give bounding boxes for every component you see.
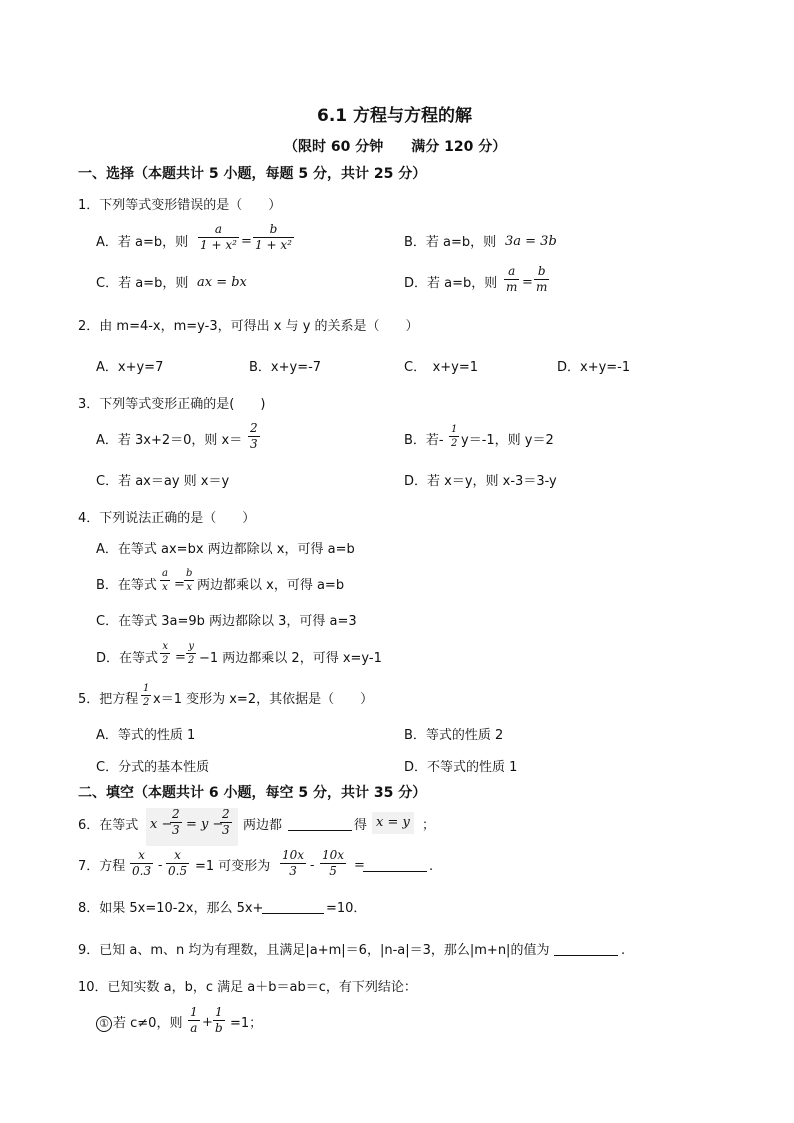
denominator: 2 <box>143 697 150 708</box>
q4-option-d-fraction-left <box>160 641 170 666</box>
denominator: 3 <box>172 823 180 837</box>
q4-option-d-fraction-right <box>186 641 196 666</box>
fraction-bar <box>186 653 196 654</box>
q1-option-a-fraction-right <box>253 223 294 252</box>
q1-option-d-equals: = <box>522 275 533 290</box>
question-6-stem-start: 6．在等式 <box>78 818 139 833</box>
q4-option-b-label: B．在等式 <box>96 578 157 593</box>
denominator: 1 + x² <box>255 238 292 252</box>
question-7-stem-start: 7．方程 <box>78 859 126 874</box>
denominator: x <box>186 582 193 593</box>
q4-option-c: C．在等式 3a=9b 两边都除以 3，可得 a=3 <box>96 614 357 629</box>
numerator: x <box>162 641 168 652</box>
q10-fraction-2 <box>213 1006 225 1035</box>
q1-option-b-math: 3a = 3b <box>505 234 557 249</box>
denominator: m <box>506 280 518 294</box>
q3-option-c: C．若 ax＝ay 则 x＝y <box>96 474 230 489</box>
question-8-stem: 8．如果 5x=10-2x，那么 5x+ <box>78 901 264 916</box>
fraction-bar <box>141 695 151 696</box>
q10-fraction-1 <box>188 1006 200 1035</box>
q1-option-a-equals: = <box>241 234 252 249</box>
denominator: 3 <box>222 823 230 837</box>
q7-fraction-3 <box>280 849 306 878</box>
section-heading-fill-blank: 二、填空（本题共计 6 小题，每空 5 分，共计 35 分） <box>78 785 427 801</box>
denominator: a <box>190 1021 198 1035</box>
q5-option-c: C．分式的基本性质 <box>96 760 210 775</box>
denominator: x <box>162 582 168 593</box>
q4-option-b-rest: 两边都乘以 x，可得 a=b <box>197 578 345 593</box>
q6-answer-blank[interactable] <box>288 818 352 831</box>
q4-option-b-fraction-left <box>160 568 170 593</box>
numerator: 10x <box>322 848 345 862</box>
numerator: x <box>174 848 181 862</box>
q6-fraction-right <box>220 808 232 837</box>
numerator: b <box>269 222 278 236</box>
denominator: b <box>215 1021 223 1035</box>
q1-option-d-fraction-left <box>504 265 519 294</box>
denominator: 0.5 <box>168 864 188 878</box>
q5-option-b: B．等式的性质 2 <box>404 728 504 743</box>
numerator: 1 <box>143 683 150 694</box>
q2-option-a: A．x+y=7 <box>96 360 164 375</box>
q6-result-math: x = y <box>376 815 410 830</box>
numerator: a <box>214 222 223 236</box>
page-title: 6.1 方程与方程的解 <box>317 106 473 126</box>
fraction-bar <box>184 580 194 581</box>
q7-fraction-2 <box>166 849 189 878</box>
fraction-bar <box>449 436 459 437</box>
q3-option-a-fraction <box>248 422 260 451</box>
numerator: b <box>537 264 546 278</box>
q8-answer-blank[interactable] <box>262 901 324 914</box>
q10-plus: + <box>202 1015 213 1030</box>
q9-answer-blank[interactable] <box>554 943 618 956</box>
numerator: a <box>162 568 168 579</box>
q6-equals-y-minus: = y − <box>186 817 224 832</box>
q2-option-b: B．x+y=-7 <box>249 360 322 375</box>
q4-option-d-equals: = <box>175 650 186 665</box>
numerator: a <box>508 264 516 278</box>
numerator: 2 <box>172 807 180 821</box>
q10-conclusion-1 <box>96 1016 182 1032</box>
question-6-get: 得 <box>354 818 368 833</box>
q3-option-d: D．若 x＝y，则 x-3＝3-y <box>404 474 557 489</box>
question-1-stem: 1．下列等式变形错误的是（ ） <box>78 198 282 213</box>
question-2-stem: 2．由 m=4-x，m=y-3，可得出 x 与 y 的关系是（ ） <box>78 319 419 334</box>
q6-x-minus: x − <box>150 817 173 832</box>
numerator: 2 <box>250 421 258 435</box>
numerator: y <box>188 641 195 652</box>
question-5-stem-start: 5．把方程 <box>78 692 139 707</box>
numerator: x <box>138 848 145 862</box>
q1-option-a-fraction-left <box>198 223 239 252</box>
circled-number-1: ① <box>96 1016 112 1032</box>
question-10-stem: 10．已知实数 a，b，c 满足 a＋b＝ab＝c，有下列结论： <box>78 980 417 995</box>
question-3-stem: 3．下列等式变形正确的是( ) <box>78 397 266 412</box>
numerator: 2 <box>222 807 230 821</box>
q10-conclusion-1-text: 若 c≠0，则 <box>113 1016 183 1031</box>
q1-option-a-label: A．若 a=b，则 <box>96 235 189 250</box>
denominator: m <box>536 280 548 294</box>
numerator: b <box>186 568 193 579</box>
q4-option-d-rest: −1 两边都乘以 2，可得 x=y-1 <box>199 651 382 666</box>
q1-option-c-math: ax = bx <box>197 275 247 290</box>
denominator: 3 <box>250 437 258 451</box>
denominator: 0.3 <box>132 864 152 878</box>
q1-option-d-fraction-right <box>534 265 549 294</box>
denominator: 2 <box>162 655 169 666</box>
denominator: 5 <box>329 864 337 878</box>
numerator: 1 <box>451 424 458 435</box>
page-subtitle: （限时 60 分钟 满分 120 分） <box>284 139 507 155</box>
question-9-stem: 9．已知 a、m、n 均为有理数，且满足|a+m|＝6，|n-a|＝3，那么|m+n|的值为 <box>78 943 550 958</box>
question-7-transform: =1 可变形为 <box>195 859 271 874</box>
numerator: 10x <box>282 848 305 862</box>
question-5-fraction <box>141 683 151 708</box>
numerator: 1 <box>215 1005 223 1019</box>
q1-option-d-label: D．若 a=b，则 <box>404 276 498 291</box>
section-heading-choice: 一、选择（本题共计 5 小题，每题 5 分，共计 25 分） <box>78 166 427 182</box>
denominator: 2 <box>188 655 195 666</box>
question-5-stem-rest: x＝1 变形为 x=2，其依据是（ ） <box>153 692 374 707</box>
denominator: 3 <box>289 864 297 878</box>
q4-option-b-fraction-right <box>184 568 194 593</box>
q7-minus-2: - <box>310 858 315 873</box>
numerator: 1 <box>190 1005 198 1019</box>
q2-option-c: C． x+y=1 <box>404 360 479 375</box>
question-8-end: =10． <box>326 901 367 916</box>
q7-fraction-4 <box>320 849 346 878</box>
q5-option-a: A．等式的性质 1 <box>96 728 196 743</box>
q2-option-d: D．x+y=-1 <box>557 360 631 375</box>
q7-fraction-1 <box>130 849 153 878</box>
denominator: 1 + x² <box>200 238 237 252</box>
q7-answer-blank[interactable] <box>363 859 427 872</box>
q7-minus-1: - <box>158 858 163 873</box>
fraction-bar <box>160 653 170 654</box>
q4-option-a: A．在等式 ax=bx 两边都除以 x，可得 a=b <box>96 542 355 557</box>
q3-option-b-fraction <box>449 424 459 449</box>
q10-conclusion-1-end: =1； <box>230 1016 263 1031</box>
question-7-end: . <box>429 859 434 874</box>
q4-option-d-label: D．在等式 <box>96 651 159 666</box>
q3-option-b-label: B．若- <box>404 433 444 448</box>
question-6-end: ； <box>422 818 436 833</box>
fraction-bar <box>160 580 170 581</box>
q7-equals: = <box>354 858 365 873</box>
q3-option-a-label: A．若 3x+2＝0，则 x＝ <box>96 433 243 448</box>
q4-option-b-equals: = <box>174 577 185 592</box>
q1-option-c-label: C．若 a=b，则 <box>96 276 189 291</box>
q3-option-b-rest: y＝-1，则 y＝2 <box>461 433 554 448</box>
question-9-end: . <box>621 943 626 958</box>
q1-option-b-label: B．若 a=b，则 <box>404 235 497 250</box>
q6-fraction-left <box>170 808 182 837</box>
denominator: 2 <box>451 438 458 449</box>
q5-option-d: D．不等式的性质 1 <box>404 760 518 775</box>
question-6-both-sides: 两边都 <box>243 818 283 833</box>
question-4-stem: 4．下列说法正确的是（ ） <box>78 511 256 526</box>
